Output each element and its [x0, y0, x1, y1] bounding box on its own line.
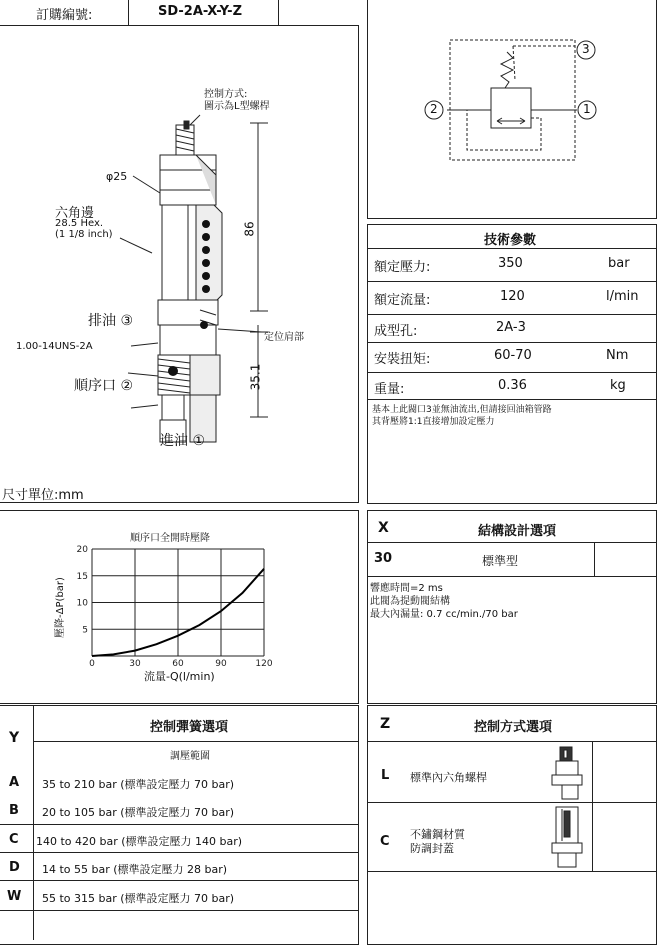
y-tick-label: 15	[76, 571, 88, 582]
hex-label-2: 28.5 Hex.	[55, 218, 104, 229]
chart-xlabel: 流量-Q(l/min)	[144, 670, 215, 683]
control-note-line1: 控制方式:	[204, 89, 248, 100]
y-tick-label: 20	[76, 545, 88, 555]
y-row-code: A	[9, 775, 20, 790]
tech-row-label: 安裝扭矩:	[374, 352, 431, 367]
x-note-3: 最大內漏量: 0.7 cc/min./70 bar	[370, 609, 518, 620]
chart-title: 順序口全開時壓降	[130, 533, 210, 544]
symbol-port3: 3	[582, 42, 590, 56]
x-row-label: 標準型	[482, 554, 519, 568]
y-row-code: W	[7, 889, 22, 904]
y-code: Y	[9, 730, 20, 746]
diameter-label: φ25	[106, 170, 128, 183]
x-tick-label: 60	[172, 659, 184, 669]
dim-86: 86	[242, 221, 257, 237]
y-tick-label: 10	[76, 598, 88, 609]
y-row-code: C	[9, 832, 19, 847]
units-label: 尺寸單位:mm	[2, 488, 84, 503]
cap-icon	[550, 805, 590, 871]
tech-row-label: 額定壓力:	[374, 260, 431, 275]
x-title: 結構設計選項	[478, 524, 557, 539]
symbol-port1: 1	[583, 102, 591, 116]
hex-label-1: 六角邊	[55, 206, 95, 221]
z-row-text-2: 防調封蓋	[410, 842, 454, 855]
tech-row-value: 60-70	[494, 348, 532, 363]
y-row-text: 55 to 315 bar (標準設定壓力 70 bar)	[42, 892, 235, 905]
tech-row-value: 2A-3	[496, 320, 526, 335]
chart-ylabel: 壓降-ΔP(bar)	[54, 577, 66, 638]
x-note-2: 此閥為提動閥結構	[370, 596, 450, 607]
y-row-text: 14 to 55 bar (標準設定壓力 28 bar)	[42, 863, 228, 876]
locating-shoulder-label: 定位肩部	[264, 332, 304, 343]
tech-row-value: 0.36	[498, 378, 527, 393]
hex-label-3: (1 1/8 inch)	[55, 229, 113, 240]
x-code: X	[378, 520, 389, 536]
z-row-text: 不鏽鋼材質	[410, 828, 465, 841]
tech-note-2: 其背壓將1:1直接增加設定壓力	[372, 417, 495, 427]
hex-screw-icon	[548, 745, 588, 801]
tech-row-value: 350	[498, 256, 523, 271]
y-title: 控制彈簧選項	[150, 720, 229, 735]
order-code-value: SD-2A-X-Y-Z	[158, 4, 243, 19]
x-tick-label: 90	[215, 659, 227, 669]
y-row-text: 140 to 420 bar (標準設定壓力 140 bar)	[36, 835, 243, 848]
y-row-code: B	[9, 803, 19, 818]
tech-row-unit: bar	[608, 256, 630, 271]
hydraulic-symbol	[367, 0, 657, 220]
x-tick-label: 30	[129, 659, 141, 669]
port2-label: 順序口 ②	[74, 378, 134, 394]
y-tick-label: 5	[82, 625, 88, 636]
y-row-code: D	[9, 860, 20, 875]
port1-label: 進油 ①	[160, 433, 206, 449]
port3-label: 排油 ③	[88, 313, 134, 329]
z-row-code: C	[380, 834, 390, 849]
tech-row-unit: kg	[610, 378, 626, 393]
y-row-text: 35 to 210 bar (標準設定壓力 70 bar)	[42, 778, 235, 791]
tech-row-label: 重量:	[374, 382, 405, 397]
z-row-text: 標準內六角螺桿	[410, 771, 487, 784]
y-row-text: 20 to 105 bar (標準設定壓力 70 bar)	[42, 806, 235, 819]
z-title: 控制方式選項	[474, 720, 553, 735]
y-subtitle: 調壓範圍	[170, 751, 210, 762]
x-tick-label: 0	[89, 659, 95, 669]
x-tick-label: 120	[255, 659, 273, 669]
x-row-code: 30	[374, 551, 393, 566]
z-code: Z	[380, 716, 391, 732]
tech-note-1: 基本上此閥口3並無油流出,但請接回油箱管路	[372, 405, 552, 415]
x-note-1: 響應時間=2 ms	[370, 583, 443, 594]
pressure-drop-chart	[0, 510, 360, 704]
tech-row-unit: l/min	[606, 289, 639, 304]
z-row-code: L	[381, 768, 390, 783]
tech-row-label: 額定流量:	[374, 293, 431, 308]
tech-row-value: 120	[500, 289, 525, 304]
tech-title: 技術參數	[484, 233, 537, 248]
tech-row-label: 成型孔:	[374, 324, 418, 339]
tech-row-unit: Nm	[606, 348, 629, 363]
thread-label: 1.00-14UNS-2A	[16, 341, 93, 352]
symbol-port2: 2	[430, 102, 438, 116]
dim-35: 35.1	[248, 363, 263, 391]
control-note-line2: 圖示為L型螺桿	[204, 101, 270, 112]
order-code-label: 訂購編號:	[36, 8, 93, 23]
